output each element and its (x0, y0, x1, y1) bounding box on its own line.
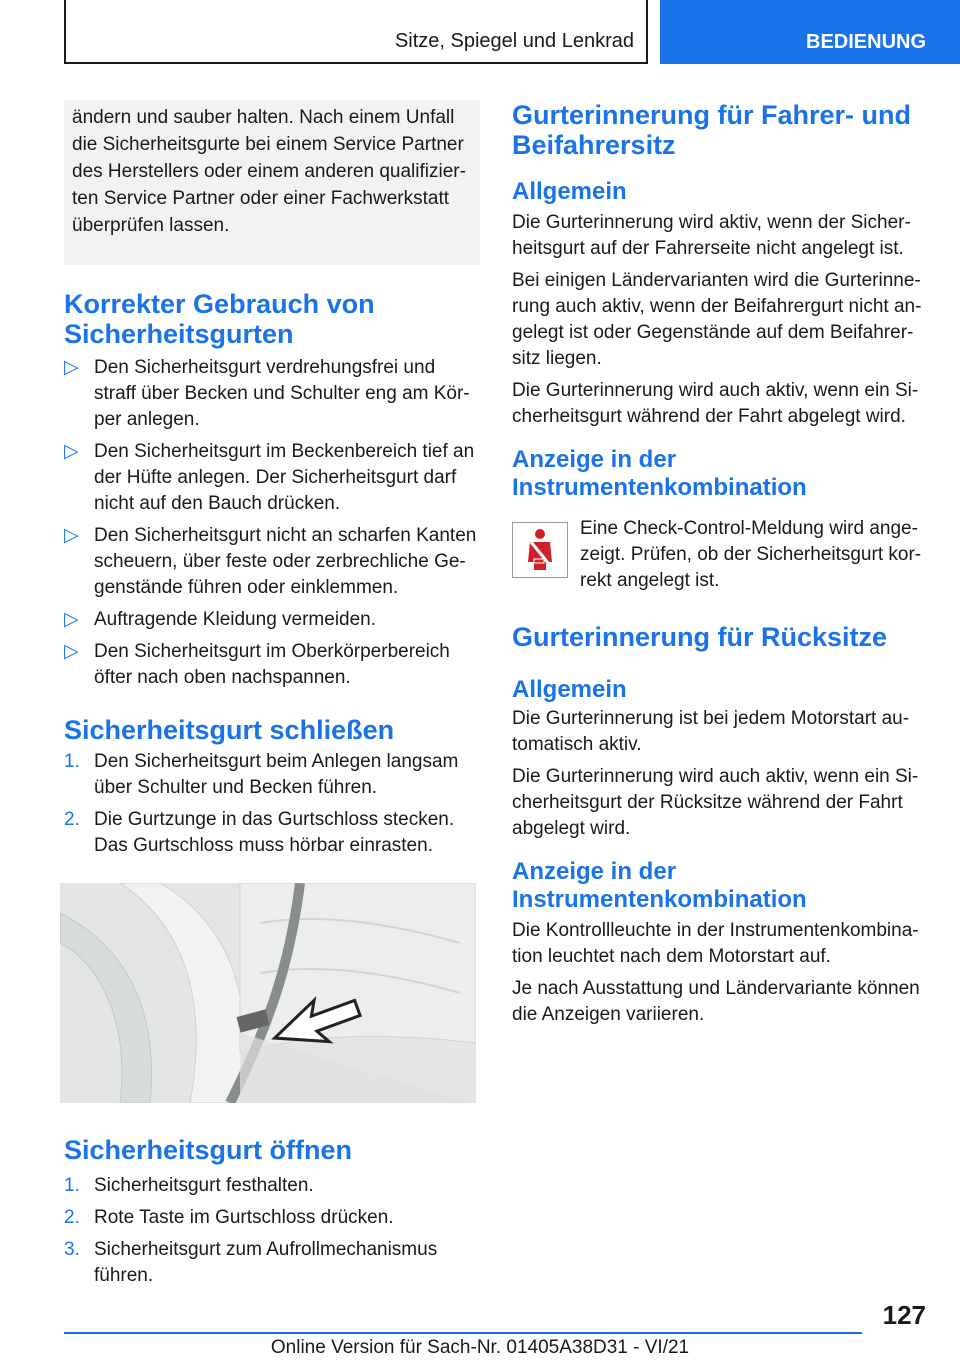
section-title-close-belt: Sicherheitsgurt schließen (64, 715, 395, 745)
step-text: Sicherheitsgurt zum Aufrollmechanismus führen. (94, 1239, 438, 1286)
warning-row (512, 516, 926, 594)
step-number: 2. (64, 809, 80, 830)
step-number: 1. (64, 751, 80, 772)
bullet-marker-icon: ▷ (64, 641, 79, 662)
seatbelt-warning-icon (512, 522, 568, 578)
list-item (64, 607, 480, 633)
paragraph: Die Gurterinnerung wird aktiv, wenn der Sicher-heitsgurt auf der Fahrerseite nicht angelegt ist. (512, 212, 911, 259)
paragraph: Die Gurterinnerung ist bei jedem Motorstart au-tomatisch aktiv. (512, 708, 910, 755)
step-text: Sicherheitsgurt festhalten. (94, 1175, 314, 1196)
paragraph: Die Gurterinnerung wird auch aktiv, wenn ein Si-cherheitsgurt während der Fahrt abgelegt wird. (512, 380, 919, 427)
right-column (512, 100, 926, 1028)
bullet-marker-icon: ▷ (64, 525, 79, 546)
step-number: 1. (64, 1175, 80, 1196)
note-text: ändern und sauber halten. Nach einem Unfall die Sicherheitsgurte bei einem Service Partner des Herstellers oder einem anderen qualifizier-ten Service Partner oder einer Fachwerkstatt überprüfen lassen. (72, 107, 466, 236)
step-number: 2. (64, 1207, 80, 1228)
step-item (64, 1237, 480, 1289)
title-front-seat-reminder: Gurterinnerung für Fahrer- und Beifahrersitz (512, 100, 912, 160)
step-text: Die Gurtzunge in das Gurtschloss stecken. Das Gurtschloss muss hörbar einrasten. (94, 809, 455, 856)
warning-text: Eine Check-Control-Meldung wird ange-zeigt. Prüfen, ob der Sicherheitsgurt kor-rekt angelegt ist. (580, 518, 922, 591)
header-title: Sitze, Spiegel und Lenkrad (394, 30, 634, 52)
step-text: Den Sicherheitsgurt beim Anlegen langsam über Schulter und Becken führen. (94, 751, 459, 798)
step-item (64, 749, 480, 801)
note-box (64, 100, 480, 265)
section-title-correct-use: Korrekter Gebrauch von Sicherheitsgurten (64, 289, 375, 349)
open-steps-list (64, 1173, 480, 1289)
left-column (64, 100, 480, 1289)
section-tab (660, 0, 960, 64)
list-item (64, 639, 480, 691)
list-item (64, 439, 480, 517)
list-item-text: Auftragende Kleidung vermeiden. (94, 609, 377, 630)
list-item-text: Den Sicherheitsgurt nicht an scharfen Kanten scheuern, über feste oder zerbrechliche Ge-genstände führen oder einklemmen. (94, 525, 477, 598)
subtitle-general: Allgemein (512, 676, 627, 703)
list-item (64, 523, 480, 601)
paragraph: Bei einigen Ländervarianten wird die Gurterinne-rung auch aktiv, wenn der Beifahrergurt nicht an-gelegt ist oder Gegenstände auf dem Beifahrer-sitz liegen. (512, 270, 922, 369)
step-number: 3. (64, 1239, 80, 1260)
paragraph: Die Gurterinnerung wird auch aktiv, wenn ein Si-cherheitsgurt der Rücksitze während der Fahrt abgelegt wird. (512, 766, 919, 839)
step-item (64, 807, 480, 859)
section-tab-label: BEDIENUNG (806, 31, 927, 53)
paragraph: Die Kontrollleuchte in der Instrumentenkombina-tion leuchtet nach dem Motorstart auf. (512, 920, 919, 967)
footer-text: Online Version für Sach-Nr. 01405A38D31 - VI/21 (270, 1337, 690, 1358)
bullet-marker-icon: ▷ (64, 609, 79, 630)
step-item (64, 1205, 480, 1231)
bullet-marker-icon: ▷ (64, 357, 79, 378)
seatbelt-photo (60, 883, 476, 1103)
list-item-text: Den Sicherheitsgurt im Oberkörperbereich öfter nach oben nachspannen. (94, 641, 450, 688)
close-steps-list (64, 749, 480, 859)
usage-bullet-list (64, 355, 480, 691)
section-title-open-belt: Sicherheitsgurt öffnen (64, 1135, 353, 1165)
subtitle-instrument-display: Anzeige in der Instrumentenkombination (512, 858, 807, 913)
seatbelt-illustration (60, 883, 476, 1103)
step-item (64, 1173, 480, 1199)
title-rear-seat-reminder: Gurterinnerung für Rücksitze (512, 622, 888, 652)
step-text: Rote Taste im Gurtschloss drücken. (94, 1207, 394, 1228)
subtitle-general: Allgemein (512, 178, 627, 205)
list-item-text: Den Sicherheitsgurt im Beckenbereich tief an der Hüfte anlegen. Der Sicherheitsgurt darf nicht auf den Bauch drücken. (94, 441, 475, 514)
subtitle-instrument-display: Anzeige in der Instrumentenkombination (512, 446, 807, 501)
footer-divider (64, 1332, 862, 1334)
header-frame (64, 0, 648, 64)
bullet-marker-icon: ▷ (64, 441, 79, 462)
paragraph: Je nach Ausstattung und Ländervariante können die Anzeigen variieren. (512, 978, 920, 1025)
list-item-text: Den Sicherheitsgurt verdrehungsfrei und straff über Becken und Schulter eng am Kör-per anlegen. (94, 357, 470, 430)
page-number: 127 (882, 1300, 926, 1330)
list-item (64, 355, 480, 433)
